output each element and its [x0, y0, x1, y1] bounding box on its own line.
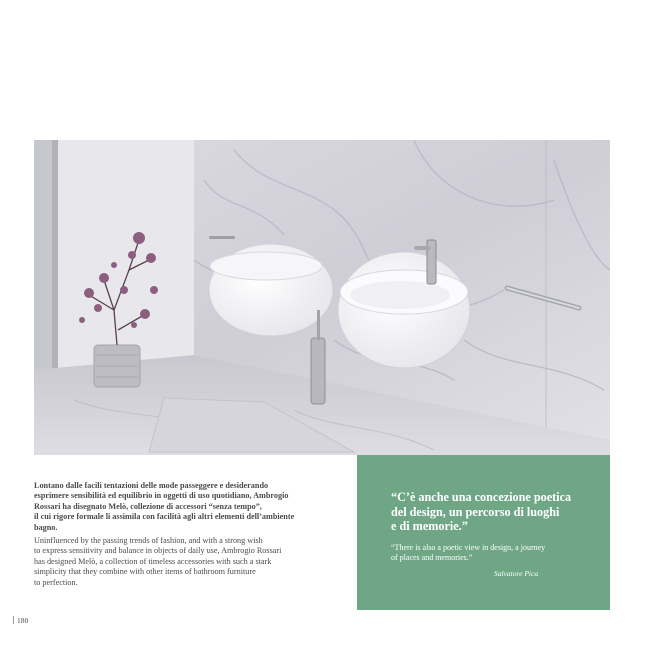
page-number-divider	[13, 616, 14, 624]
english-line: has designed Melò, a collection of timeless accessories with such a stark	[34, 556, 272, 566]
italian-line: esprimere sensibilità ed equilibrio in oggetti di uso quotidiano, Ambrogio	[34, 491, 289, 501]
english-line: Uninfluenced by the passing trends of fashion, and with a strong wish	[34, 536, 263, 545]
quote-italian-line: e di memorie.”	[391, 519, 468, 533]
quote-italian	[391, 490, 590, 534]
italian-line: bagno.	[34, 522, 58, 532]
english-line: to express sensitivity and balance in objects of daily use, Ambrogio Rossari	[34, 546, 282, 556]
quote-english-line: “There is also a poetic view in design, a journey	[391, 542, 546, 552]
bathroom-photo	[34, 140, 610, 455]
italian-description	[34, 481, 344, 533]
english-line: simplicity that they combine with other items of bathroom furniture	[34, 567, 256, 577]
quote-italian-line: “C’è anche una concezione poetica	[391, 490, 572, 504]
quote-english-line: of places and memories.”	[391, 552, 473, 562]
english-description	[34, 536, 344, 588]
quote-box	[357, 455, 610, 610]
page-number	[13, 616, 28, 625]
page-number-value: 180	[17, 616, 29, 625]
quote-english	[391, 543, 590, 563]
italian-line: Rossari ha disegnato Melò, collezione di accessori “senza tempo”,	[34, 501, 262, 511]
english-line: to perfection.	[34, 577, 78, 587]
quote-italian-line: del design, un percorso di luoghi	[391, 504, 560, 519]
quote-author: Salvatore Pica	[494, 568, 539, 578]
italian-line: il cui rigore formale li assimila con facilità agli altri elementi dell’ambiente	[34, 512, 295, 522]
italian-line: Lontano dalle facili tentazioni delle mode passeggere e desiderando	[34, 481, 269, 490]
